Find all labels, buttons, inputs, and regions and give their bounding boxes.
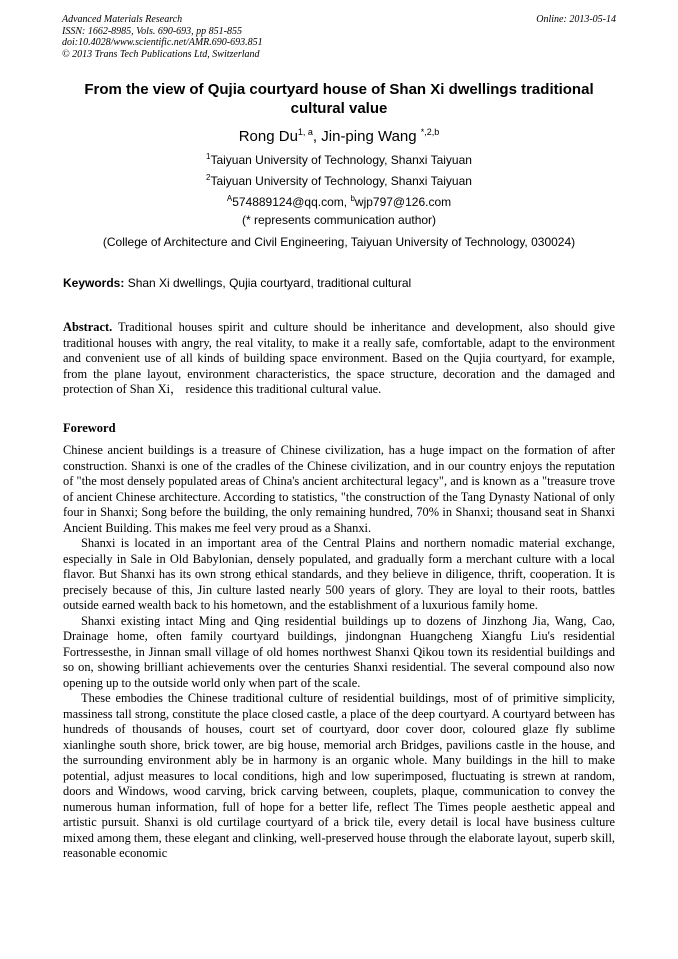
paragraph: These embodies the Chinese traditional culture of residential buildings, most of of primitive simplicity, massiness tall strong, constitute the place closed castle, a place of the deep courtyard. A courtyard between has hundreds of thousands of houses, court set of courtyard, door cover door, coloured glaze fly sublime xianlinghe south shore, brick tower, are big house, memorial arch Bridges, pavilions castle in the house, and the surrounding environment ably be in harmony is an organic whole. Many buildings in the hill to make potential, adjust measures to local conditions, high and low superimposed, fluctuating is strewn at random, doors and Windows, wood carving, brick carving between, couplets, plaque, communication to convey the numerous human information, full of hope for a better life, reflect The Times people aesthetic appeal and artistic pursuit. Shanxi is old curtilage courtyard of a brick tile, every detail is local have business culture mixed among them, these elegant and clinking, well-preserved house through the elaborate layout, superb skill, reasonable economic (63, 691, 615, 860)
journal-name: Advanced Materials Research (62, 14, 183, 25)
email-a: 574889124@qq.com, (232, 195, 351, 209)
issn-line: ISSN: 1662-8985, Vols. 690-693, pp 851-855 (62, 25, 242, 37)
doi-line: doi:10.4028/www.scientific.net/AMR.690-693.851 (62, 37, 263, 48)
corresponding-note: (* represents communication author) (241, 213, 437, 227)
author-separator: , (312, 128, 322, 145)
email-line (62, 192, 616, 209)
abstract-text: Traditional houses spirit and culture should be inheritance and development, also should give traditional houses with angry, the real vitality, to make it a really safe, comfortable, adapt to the environment and convenient use of all kinds of building space environment. Based on the Qujia courtyard, for example, from the plane layout, environment characteristics, the space structure, decoration and the damaged and protection of Shan Xi， residence this traditional cultural value. (63, 320, 615, 396)
author-2-name: Jin-ping Wang (321, 128, 421, 145)
keywords (63, 276, 617, 290)
paragraph: Shanxi existing intact Ming and Qing residential buildings up to dozens of Jinzhong Jia, Wang, Cao, Drainage home, often family courtyard buildings, jindongnan Huangcheng Xiangfu Liu's residential Fortressesthe, in Jinnan small village of old homes northwest Shanxi Qikou town its residential buildings and so on, showing brilliant achievements over the centuries Shanxi residential. The several compound also now opening up to the outside world only when part of the scale. (63, 613, 615, 690)
abstract (63, 320, 615, 398)
college-line: (College of Architecture and Civil Engineering, Taiyuan University of Technology, 030024) (102, 235, 576, 249)
foreword-body (63, 443, 615, 862)
email-a-superscript: A (226, 194, 233, 203)
paragraph: Shanxi is located in an important area of the Central Plains and northern nomadic material exchange, especially in Sale in Old Babylonian, densely populated, and gradually form a merchant culture with a local flavor. But Shanxi has its own strong ethical standards, and they believe in diligence, thrift, cooperation. It is precisely because of this, Jin culture lasted nearly 500 years of glory. They are loyal to their roots, battles outside earned wealth back to his hometown, and the establishment of a luxurious family home. (63, 536, 615, 612)
email-b: wjp797@126.com (354, 195, 452, 209)
affiliation-2-text: Taiyuan University of Technology, Shanxi Taiyuan (210, 174, 472, 188)
author-2-superscript: *,2,b (420, 127, 440, 137)
abstract-label: Abstract. (63, 320, 113, 334)
section-heading-foreword: Foreword (63, 421, 116, 435)
paper-title: From the view of Qujia courtyard house of Shan Xi dwellings traditional cultural value (84, 81, 594, 117)
affiliation-1 (62, 150, 616, 167)
author-1-name: Rong Du (238, 128, 298, 145)
affiliation-1-text: Taiyuan University of Technology, Shanxi Taiyuan (210, 153, 472, 167)
keywords-text: Shan Xi dwellings, Qujia courtyard, traditional cultural (124, 276, 412, 290)
keywords-label: Keywords: (63, 276, 125, 290)
affiliation-2-superscript: 2 (206, 173, 211, 182)
online-date: Online: 2013-05-14 (536, 14, 616, 25)
journal-header (62, 14, 616, 60)
paragraph: Chinese ancient buildings is a treasure of Chinese civilization, has a huge impact on the formation of after construction. Shanxi is one of the cradles of the Chinese civilization, and in our country enjoys the reputation of "the most densely populated areas of China's ancient architectural legacy", and is known as a "treasure trove of ancient Chinese architecture. According to statistics, "the construction of the Tang Dynasty National of only four in Shanxi; Song before the building, the only remaining hundred, 70% in Shanxi; thousand seat in Shanxi Ancient Building. This makes me feel very proud as a Shanxi. (63, 443, 615, 535)
author-line (62, 123, 616, 146)
email-b-superscript: b (350, 194, 355, 203)
author-1-superscript: 1, a (297, 127, 313, 137)
affiliation-2 (62, 171, 616, 188)
affiliation-1-superscript: 1 (206, 152, 211, 161)
copyright-line: © 2013 Trans Tech Publications Ltd, Switzerland (62, 48, 260, 60)
